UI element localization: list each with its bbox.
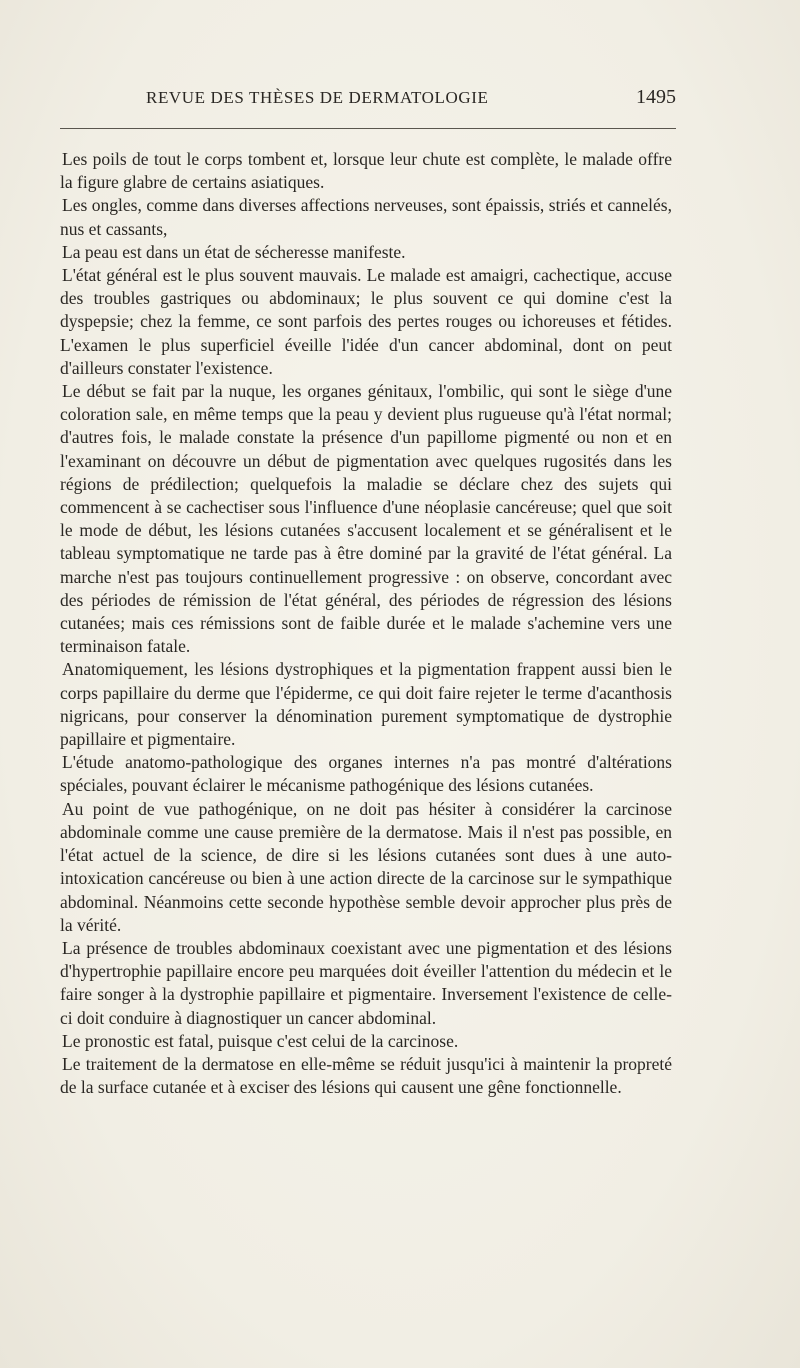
page-header: [60, 88, 676, 116]
paragraph: Anatomiquement, les lésions dystrophiques et la pigmentation frappent aussi bien le corps papillaire du derme que l'épiderme, ce qui doit faire rejeter le terme d'acanthosis nigricans, pour conserver la dénomination purement symptomatique de dystrophie papillaire et pigmentaire.: [60, 659, 672, 750]
paragraph: Le début se fait par la nuque, les organes génitaux, l'ombilic, qui sont le siège d'une coloration sale, en même temps que la peau y devient plus rugueuse qu'à l'état normal; d'autres fois, le malade constate la présence d'un papillome pigmenté ou non et en l'examinant on découvre un début de pigmentation avec quelques rugosités dans les régions de prédilection; quelquefois la maladie se déclare chez des sujets qui commencent à se cachectiser sous l'influence d'une néoplasie cancéreuse; quel que soit le mode de début, les lésions cutanées s'accusent localement et se généralisent et le tableau symptomatique ne tarde pas à être dominé par la gravité de l'état général. La marche n'est pas toujours continuellement progressive : on observe, concordant avec des périodes de rémission de l'état général, des périodes de régression des lésions cutanées; mais ces rémissions sont de faible durée et le malade s'achemine vers une terminaison fatale.: [60, 381, 672, 657]
paragraph: L'état général est le plus souvent mauvais. Le malade est amaigri, cachectique, accuse des troubles gastriques ou abdominaux; le plus souvent ce qui domine c'est la dyspepsie; chez la femme, ce sont parfois des pertes rouges ou ichoreuses et fétides. L'examen le plus superficiel éveille l'idée d'un cancer abdominal, dont on peut d'ailleurs constater l'existence.: [60, 265, 672, 378]
paragraph: Les poils de tout le corps tombent et, lorsque leur chute est complète, le malade offre la figure glabre de certains asiatiques.: [60, 149, 672, 193]
running-title: REVUE DES THÈSES DE DERMATOLOGIE: [146, 88, 489, 107]
paragraph: La présence de troubles abdominaux coexistant avec une pigmentation et des lésions d'hypertrophie papillaire encore peu marquées doit éveiller l'attention du médecin et le faire songer à la dystrophie papillaire et pigmentaire. Inversement l'existence de celle-ci doit conduire à diagnostiquer un cancer abdominal.: [60, 937, 672, 1028]
paragraph: Au point de vue pathogénique, on ne doit pas hésiter à considérer la carcinose abdominale comme une cause première de la dermatose. Mais il n'est pas possible, en l'état actuel de la science, de dire si les lésions cutanées sont dues à une auto-intoxication cancéreuse ou bien à une action directe de la carcinose sur le sympathique abdominal. Néanmoins cette seconde hypothèse semble devoir approcher plus près de la vérité.: [60, 798, 672, 935]
paragraph: L'étude anatomo-pathologique des organes internes n'a pas montré d'altérations spéciales, pouvant éclairer le mécanisme pathogénique des lésions cutanées.: [60, 752, 672, 796]
page-number: 1495: [636, 86, 676, 108]
paragraph: La peau est dans un état de sécheresse manifeste.: [62, 241, 406, 262]
paragraph: Le traitement de la dermatose en elle-même se réduit jusqu'ici à maintenir la propreté de la surface cutanée et à exciser des lésions qui causent une gêne fonctionnelle.: [60, 1053, 672, 1098]
paragraph: Les ongles, comme dans diverses affections nerveuses, sont épaissis, striés et cannelés, nus et cassants,: [60, 195, 672, 239]
header-rule: [60, 128, 676, 129]
paragraph: Le pronostic est fatal, puisque c'est celui de la carcinose.: [62, 1030, 459, 1051]
body-text: [60, 148, 672, 1099]
